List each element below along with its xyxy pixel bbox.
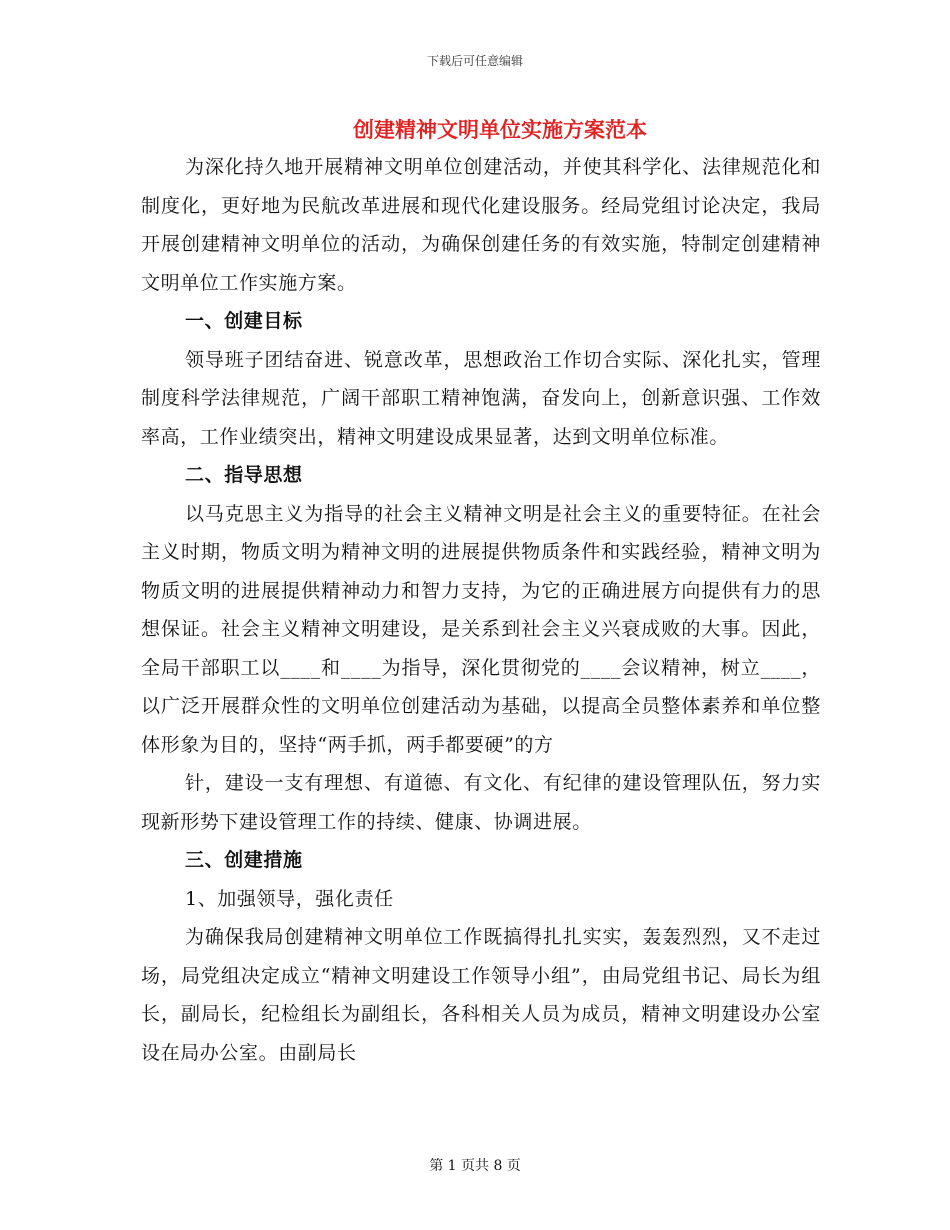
section3-heading: 三、创建措施 [185,849,303,871]
section3-paragraph: 为确保我局创建精神文明单位工作既搞得扎扎实实，轰轰烈烈，又不走过场，局党组决定成立“精神文明建设工作领导小组”，由局党组书记、局长为组长，副局长，纪检组长为副组长，各科相关人员为成员，精神文明建设办公室设在局办公室。由副局长 [141,926,821,1064]
document-body [141,112,821,1072]
page-footer: 第 1 页共 8 页 [429,1158,521,1174]
section2-paragraph-1: 以马克思主义为指导的社会主义精神文明是社会主义的重要特征。在社会主义时期，物质文明为精神文明的进展提供物质条件和实践经验，精神文明为物质文明的进展提供精神动力和智力支持，为它的正确进展方向提供有力的思想保证。社会主义精神文明建设，是关系到社会主义兴衰成败的大事。因此，全局干部职工以____和____为指导，深化贯彻党的____会议精神，树立____，以广泛开展群众性的文明单位创建活动为基础，以提高全员整体素养和单位整体形象为目的，坚持“两手抓，两手都要硬”的方 [141,502,821,756]
section2-paragraph-2: 针，建设一支有理想、有道德、有文化、有纪律的建设管理队伍，努力实现新形势下建设管理工作的持续、健康、协调进展。 [141,772,821,833]
document-title: 创建精神文明单位实施方案范本 [353,117,647,142]
section1-heading: 一、创建目标 [185,310,303,332]
header-note: 下载后可任意编辑 [426,54,523,68]
section1-paragraph: 领导班子团结奋进、锐意改革，思想政治工作切合实际、深化扎实，管理制度科学法律规范，广阔干部职工精神饱满，奋发向上，创新意识强、工作效率高，工作业绩突出，精神文明建设成果显著，达到文明单位标准。 [141,348,821,448]
intro-paragraph: 为深化持久地开展精神文明单位创建活动，并使其科学化、法律规范化和制度化，更好地为民航改革进展和现代化建设服务。经局党组讨论决定，我局开展创建精神文明单位的活动，为确保创建任务的有效实施，特制定创建精神文明单位工作实施方案。 [141,156,821,294]
section3-subheading: 1、加强领导，强化责任 [185,887,394,910]
section2-heading: 二、指导思想 [185,464,303,486]
